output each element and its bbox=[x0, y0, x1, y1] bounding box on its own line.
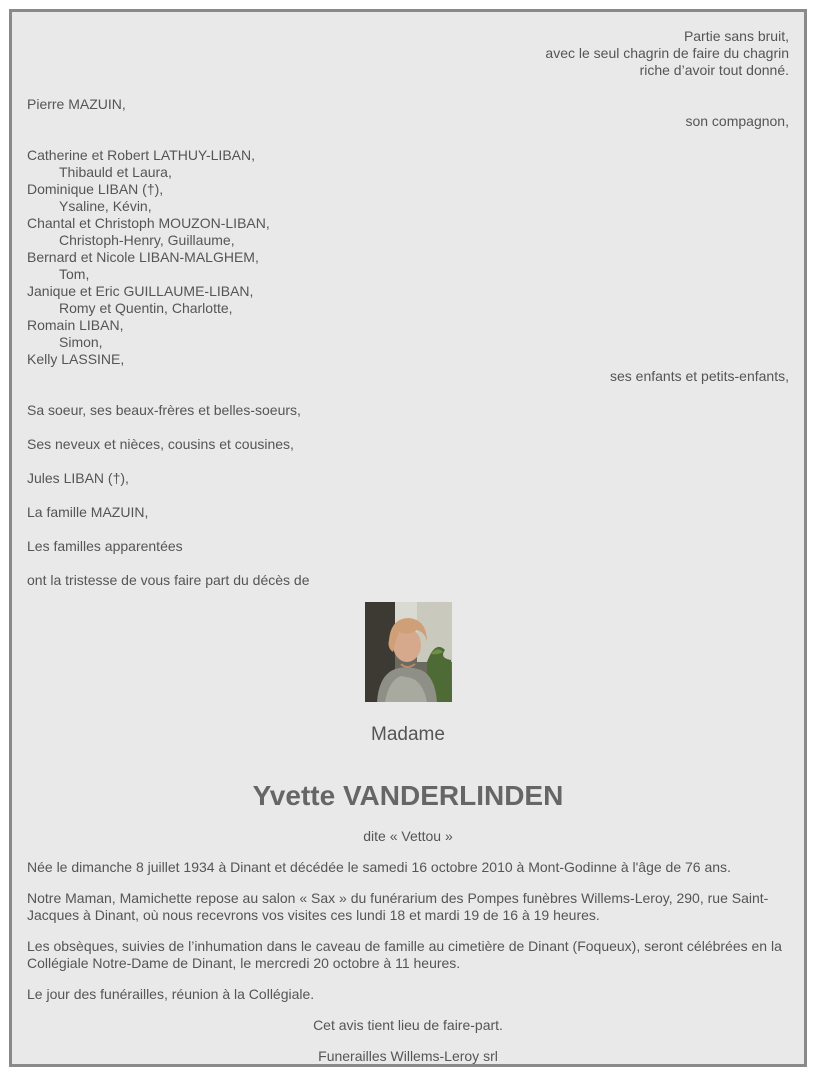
companion-name: Pierre MAZUIN, bbox=[27, 96, 126, 112]
obituary-content bbox=[27, 28, 789, 1065]
family-member: Romy et Quentin, Charlotte, bbox=[59, 300, 233, 316]
relatives-list bbox=[27, 385, 789, 589]
family-member: Tom, bbox=[59, 266, 90, 282]
meeting-paragraph: Le jour des funérailles, réunion à la Collégiale. bbox=[27, 986, 315, 1002]
family-member: Bernard et Nicole LIBAN-MALGHEM, bbox=[27, 249, 259, 265]
announcement: ont la tristesse de vous faire part du décès de bbox=[27, 572, 310, 588]
relative-line: Sa soeur, ses beaux-frères et belles-soeurs, bbox=[27, 402, 301, 418]
epigraph-line: riche d’avoir tout donné. bbox=[639, 62, 789, 78]
deceased-title: Madame bbox=[371, 724, 445, 745]
portrait-container bbox=[27, 602, 789, 702]
family-member: Catherine et Robert LATHUY-LIBAN, bbox=[27, 147, 255, 163]
relative-line: Ses neveux et nièces, cousins et cousines, bbox=[27, 436, 294, 452]
companion-role: son compagnon, bbox=[685, 113, 789, 129]
family-member: Simon, bbox=[59, 334, 103, 350]
family-member: Thibauld et Laura, bbox=[59, 164, 172, 180]
family-member: Kelly LASSINE, bbox=[27, 351, 125, 367]
deceased-nickname: dite « Vettou » bbox=[363, 828, 453, 844]
portrait-photo bbox=[365, 602, 452, 702]
family-member: Christoph-Henry, Guillaume, bbox=[59, 232, 235, 248]
birth-death-paragraph: Née le dimanche 8 juillet 1934 à Dinant et décédée le samedi 16 octobre 2010 à Mont-Godinne à l'âge de 76 ans. bbox=[27, 859, 731, 875]
relative-line: La famille MAZUIN, bbox=[27, 504, 149, 520]
deceased-name: Yvette VANDERLINDEN bbox=[252, 780, 564, 811]
epigraph bbox=[27, 28, 789, 79]
family-member: Chantal et Christoph MOUZON-LIBAN, bbox=[27, 215, 270, 231]
obituary-frame bbox=[9, 9, 807, 1067]
footer-company: Funerailles Willems-Leroy srl bbox=[318, 1048, 498, 1064]
epigraph-line: Partie sans bruit, bbox=[683, 28, 789, 44]
relative-line: Les familles apparentées bbox=[27, 538, 183, 554]
relative-line: Jules LIBAN (†), bbox=[27, 470, 129, 486]
family-member: Ysaline, Kévin, bbox=[59, 198, 152, 214]
visitation-paragraph: Notre Maman, Mamichette repose au salon « Sax » du funérarium des Pompes funèbres Willems-Leroy, 290, rue Saint-Jacques à Dinant, où nous recevrons vos visites ces lundi 18 et mardi 19 de 16 à 19 heures. bbox=[27, 890, 769, 923]
funeral-paragraph: Les obsèques, suivies de l’inhumation dans le caveau de famille au cimetière de Dinant (Foqueux), seront célébrées en la Collégiale Notre-Dame de Dinant, le mercredi 20 octobre à 11 heures. bbox=[27, 938, 782, 971]
footer-notice: Cet avis tient lieu de faire-part. bbox=[313, 1017, 503, 1033]
family-list bbox=[27, 147, 789, 368]
epigraph-line: avec le seul chagrin de faire du chagrin bbox=[545, 45, 789, 61]
family-member: Janique et Eric GUILLAUME-LIBAN, bbox=[27, 283, 254, 299]
family-member: Dominique LIBAN (†), bbox=[27, 181, 164, 197]
children-label: ses enfants et petits-enfants, bbox=[610, 368, 789, 384]
family-member: Romain LIBAN, bbox=[27, 317, 124, 333]
